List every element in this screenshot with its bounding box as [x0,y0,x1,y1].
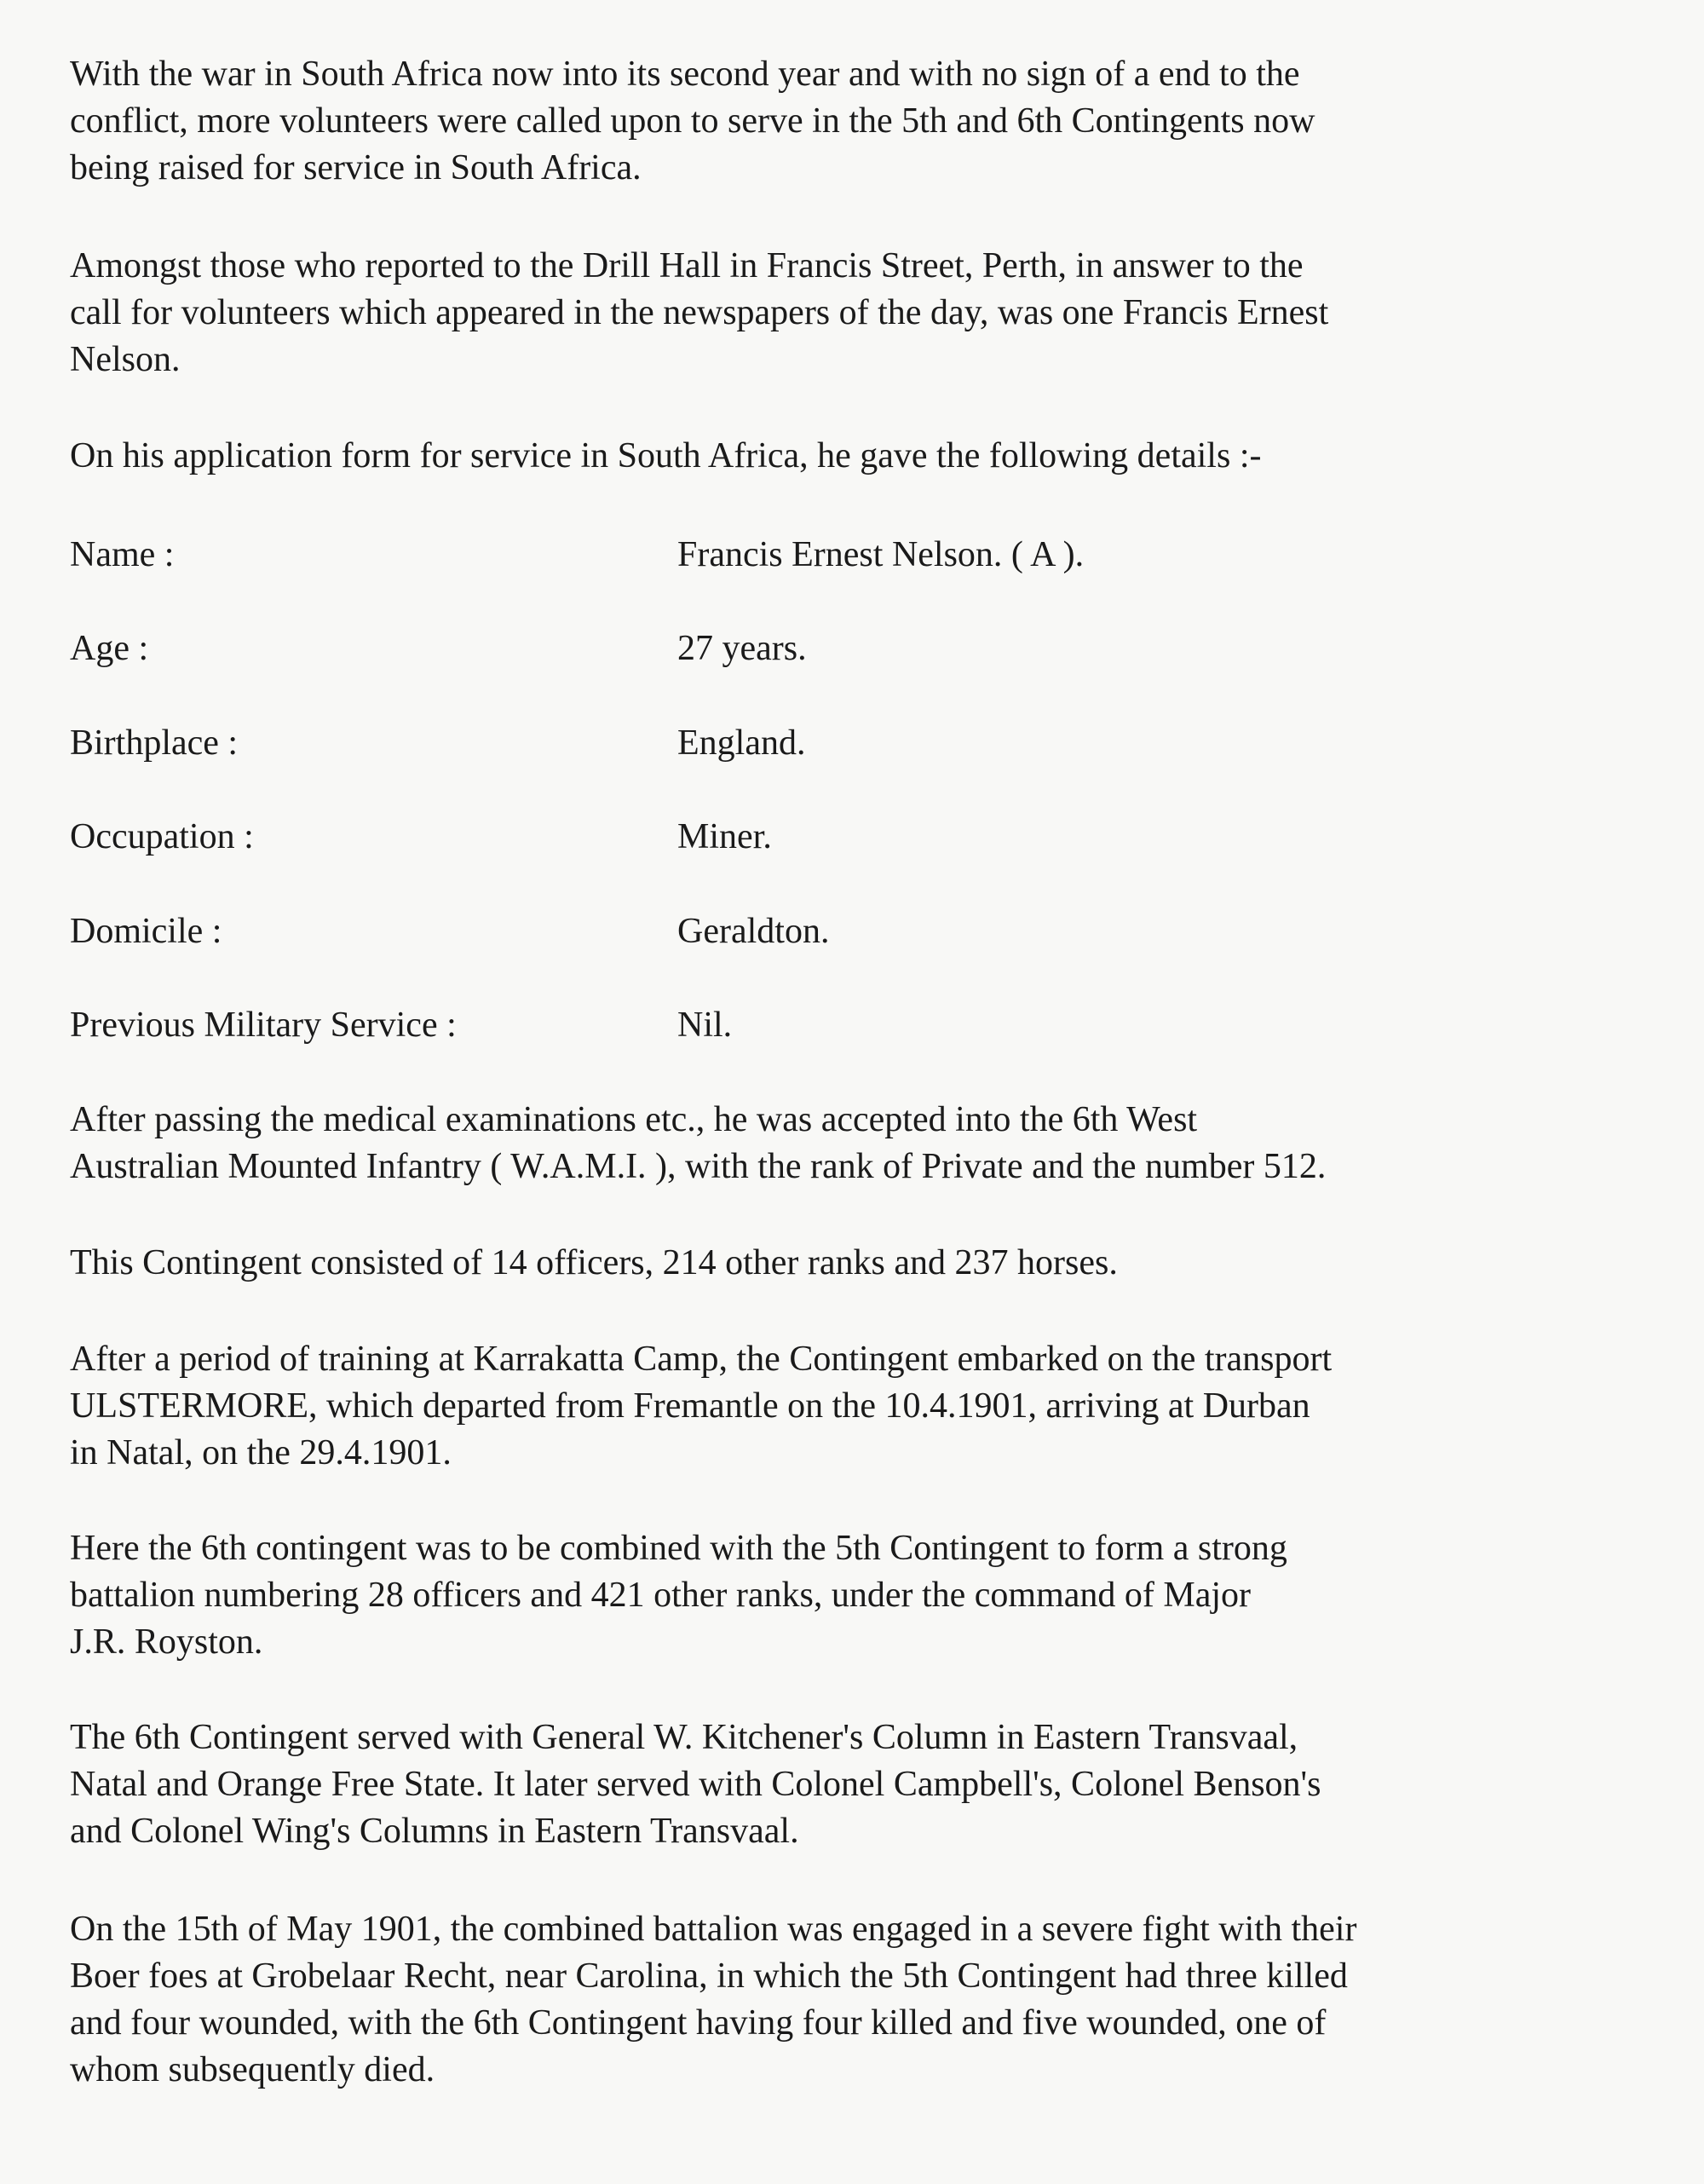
text-line: This Contingent consisted of 14 officers, 214 other ranks and 237 horses. [70,1243,1118,1282]
text-line: whom subsequently died. [70,2050,435,2089]
detail-label-domicile: Domicile : [70,912,222,951]
detail-value-name: Francis Ernest Nelson. ( A ). [677,535,1085,574]
text-line: being raised for service in South Africa. [70,148,642,187]
detail-label-birthplace: Birthplace : [70,723,239,763]
detail-value-military-service: Nil. [677,1006,733,1045]
detail-value-birthplace: England. [677,723,806,763]
text-line: The 6th Contingent served with General W. Kitchener's Column in Eastern Transvaal, [70,1718,1298,1757]
detail-value-occupation: Miner. [677,817,772,856]
paragraph-combined-battalion [70,1525,1621,1666]
paragraph-contingent-size [70,1240,1621,1287]
text-line: On his application form for service in South Africa, he gave the following details :- [70,436,1262,475]
paragraph-application-form [70,433,1621,480]
text-line: conflict, more volunteers were called upon to serve in the 5th and 6th Contingents now [70,101,1315,141]
detail-label-occupation: Occupation : [70,817,254,856]
text-line: in Natal, on the 29.4.1901. [70,1433,452,1472]
text-line: With the war in South Africa now into its second year and with no sign of a end to the [70,55,1300,94]
paragraph-war-intro [70,51,1621,192]
text-line: call for volunteers which appeared in the newspapers of the day, was one Francis Ernest [70,293,1329,332]
text-line: After a period of training at Karrakatta Camp, the Contingent embarked on the transport [70,1340,1333,1379]
detail-label-name: Name : [70,535,175,574]
text-line: After passing the medical examinations etc., he was accepted into the 6th West [70,1100,1198,1139]
text-line: Amongst those who reported to the Drill Hall in Francis Street, Perth, in answer to the [70,246,1304,285]
detail-label-military-service: Previous Military Service : [70,1006,457,1045]
text-line: and Colonel Wing's Columns in Eastern Transvaal. [70,1812,799,1851]
detail-label-age: Age : [70,629,149,668]
paragraph-columns-served [70,1714,1621,1855]
text-line: J.R. Royston. [70,1622,263,1662]
text-line: Nelson. [70,340,181,379]
detail-value-domicile: Geraldton. [677,912,830,951]
text-line: and four wounded, with the 6th Contingent having four killed and five wounded, one of [70,2003,1327,2043]
text-line: Australian Mounted Infantry ( W.A.M.I. ), with the rank of Private and the number 512. [70,1147,1327,1186]
paragraph-drill-hall [70,243,1621,383]
paragraph-accepted [70,1097,1621,1190]
detail-value-age: 27 years. [677,629,807,668]
text-line: On the 15th of May 1901, the combined battalion was engaged in a severe fight with their [70,1910,1357,1949]
text-line: Here the 6th contingent was to be combined with the 5th Contingent to form a strong [70,1529,1287,1568]
text-line: Boer foes at Grobelaar Recht, near Carolina, in which the 5th Contingent had three killed [70,1956,1348,1996]
text-line: ULSTERMORE, which departed from Fremantle on the 10.4.1901, arriving at Durban [70,1386,1310,1426]
paragraph-grobelaar-recht [70,1906,1621,2094]
text-line: battalion numbering 28 officers and 421 other ranks, under the command of Major [70,1576,1252,1615]
paragraph-embarkation [70,1336,1621,1477]
text-line: Natal and Orange Free State. It later served with Colonel Campbell's, Colonel Benson's [70,1765,1321,1804]
